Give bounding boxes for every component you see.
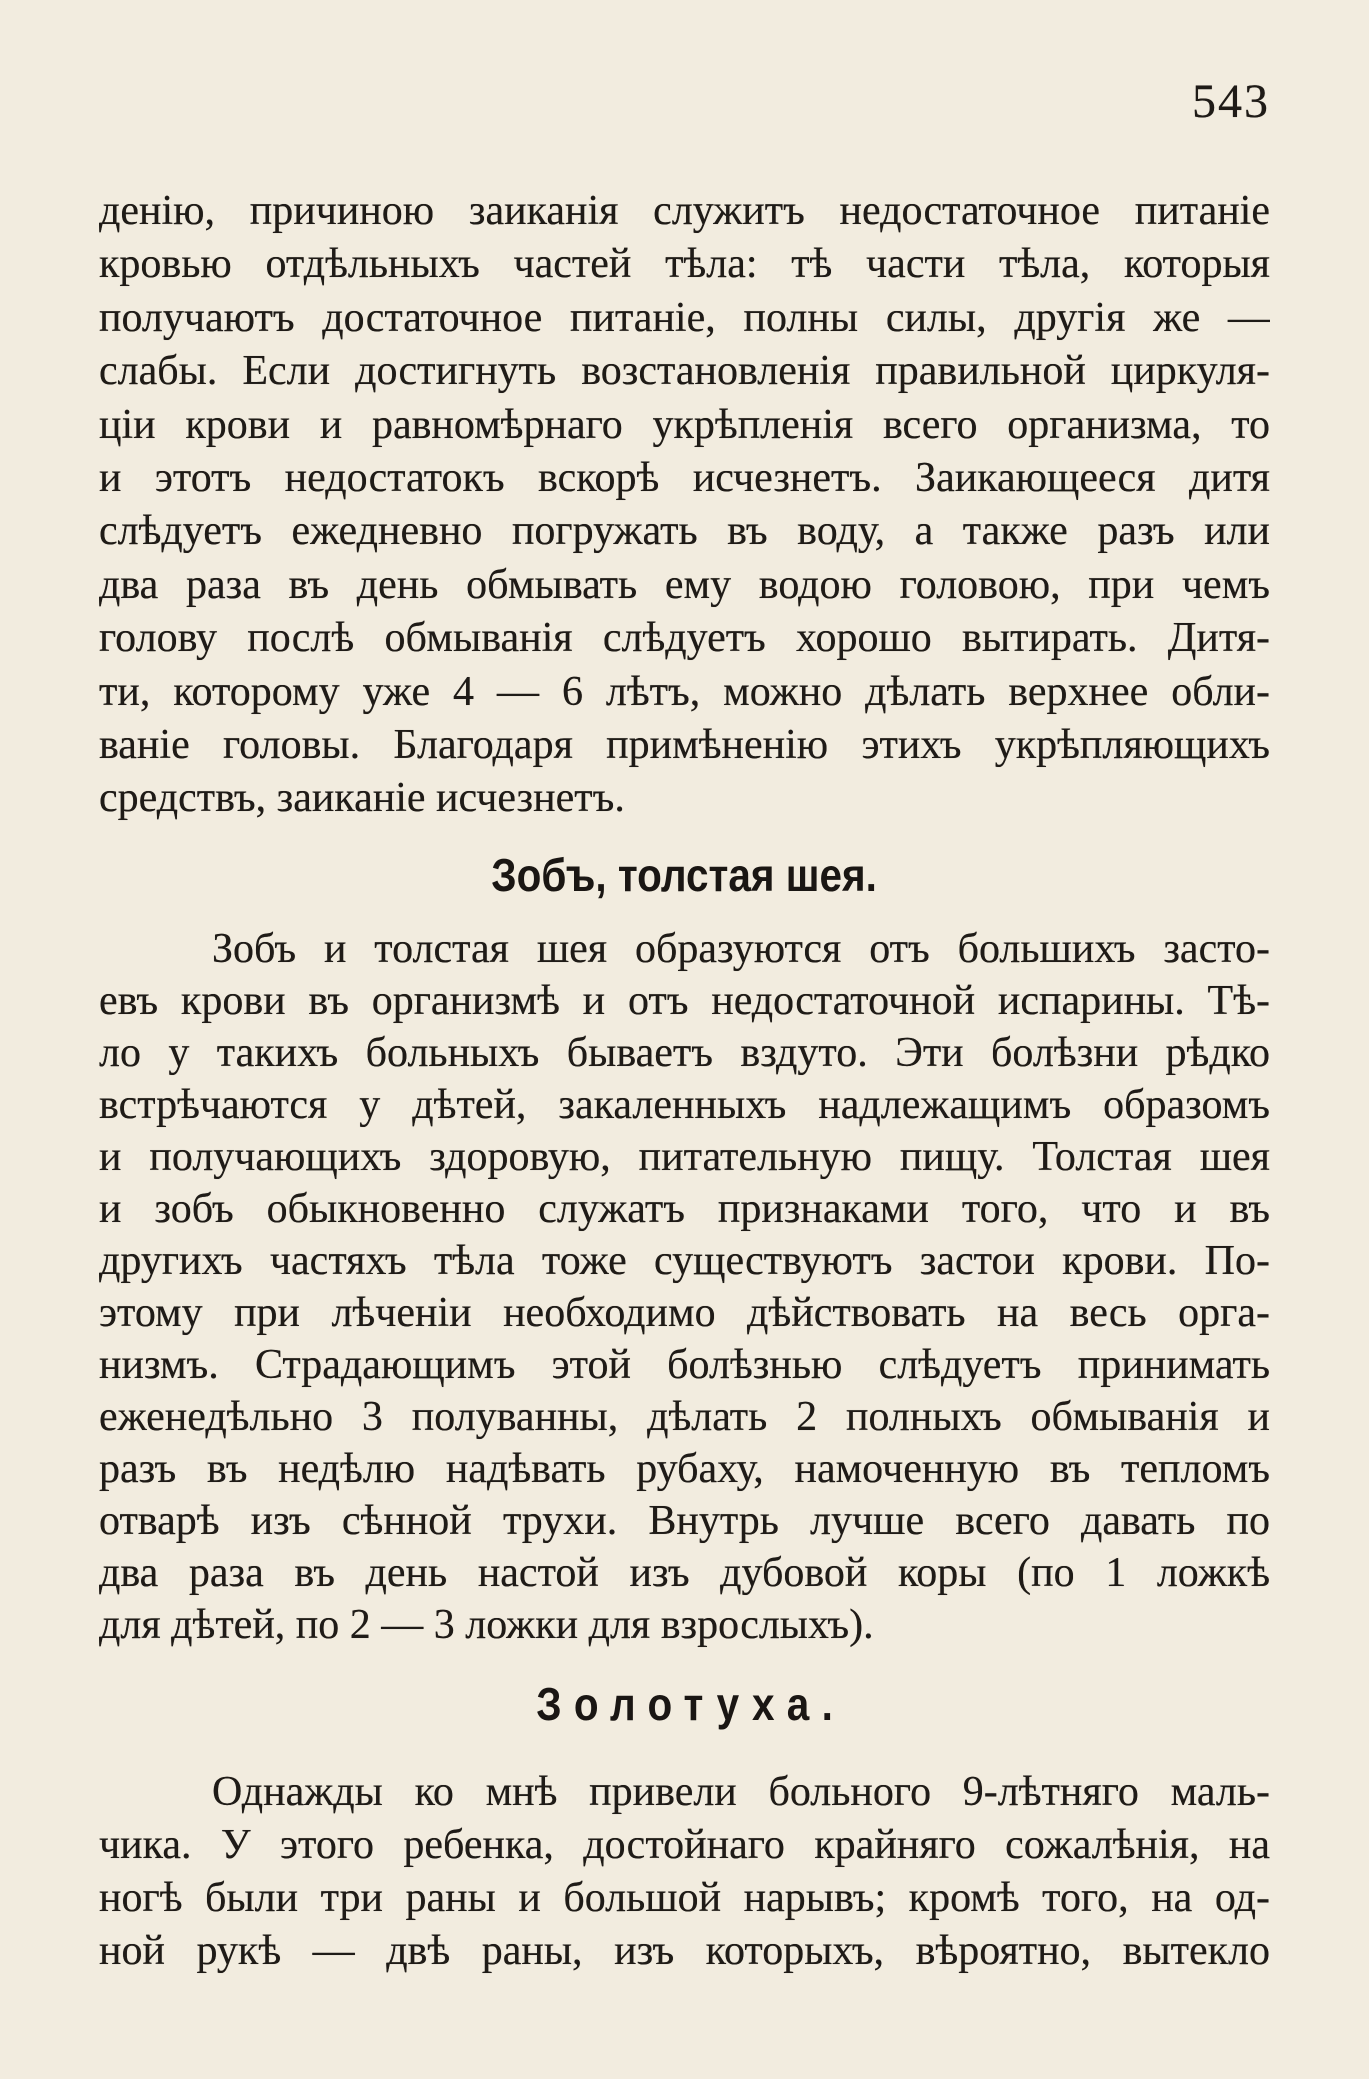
section-heading [99, 848, 1270, 902]
text-line: ціи крови и равномѣрнаго укрѣпленія всего организма, то [99, 401, 1270, 448]
text-line: слабы. Если достигнуть возстановленія правильной циркуля- [99, 348, 1270, 395]
text-line: и получающихъ здоровую, питательную пищу. Толстая шея [99, 1134, 1270, 1180]
text-line: разъ въ недѣлю надѣвать рубаху, намоченную въ тепломъ [99, 1446, 1270, 1492]
text-line: Однажды ко мнѣ привели больного 9-лѣтняго маль- [212, 1769, 1270, 1815]
text-line: ной рукѣ — двѣ раны, изъ которыхъ, вѣроятно, вытекло [99, 1928, 1270, 1974]
text-line: ваніе головы. Благодаря примѣненію этихъ укрѣпляющихъ [99, 721, 1270, 768]
text-line: два раза въ день настой изъ дубовой коры (по 1 ложкѣ [99, 1550, 1270, 1596]
text-line: ногѣ были три раны и большой нарывъ; кромѣ того, на од- [99, 1875, 1270, 1921]
paragraph [99, 185, 1270, 826]
text-line: отварѣ изъ сѣнной трухи. Внутрь лучше всего давать по [99, 1498, 1270, 1544]
text-line: еженедѣльно 3 полуванны, дѣлать 2 полныхъ обмыванія и [99, 1394, 1270, 1440]
section-heading-text: Зобъ, толстая шея. [491, 849, 878, 901]
paragraph [99, 1766, 1270, 1978]
paragraph [99, 923, 1270, 1651]
text-line: средствъ, заиканіе исчезнетъ. [99, 775, 625, 822]
text-line: низмъ. Страдающимъ этой болѣзнью слѣдуетъ принимать [99, 1342, 1270, 1388]
page-number: 543 [1192, 75, 1270, 128]
text-line: ло у такихъ больныхъ бываетъ вздуто. Эти болѣзни рѣдко [99, 1030, 1270, 1076]
text-line: голову послѣ обмыванія слѣдуетъ хорошо вытирать. Дитя- [99, 615, 1270, 662]
text-line: для дѣтей, по 2 — 3 ложки для взрослыхъ). [99, 1602, 874, 1648]
text-line: и этотъ недостатокъ вскорѣ исчезнетъ. Заикающееся дитя [99, 454, 1270, 501]
text-line: и зобъ обыкновенно служатъ признаками того, что и въ [99, 1186, 1270, 1232]
text-line: денію, причиною заиканія служитъ недостаточное питаніе [99, 188, 1270, 234]
text-line: чика. У этого ребенка, достойнаго крайняго сожалѣнія, на [99, 1822, 1270, 1868]
section-heading [99, 1677, 1270, 1731]
text-line: Зобъ и толстая шея образуются отъ большихъ засто- [212, 926, 1270, 972]
text-line: встрѣчаются у дѣтей, закаленныхъ надлежащимъ образомъ [99, 1082, 1270, 1128]
text-line: слѣдуетъ ежедневно погружать въ воду, а также разъ или [99, 508, 1270, 555]
text-line: другихъ частяхъ тѣла тоже существуютъ застои крови. По- [99, 1238, 1270, 1284]
text-line: этому при лѣченіи необходимо дѣйствовать на весь орга- [99, 1290, 1270, 1336]
text-line: евъ крови въ организмѣ и отъ недостаточной испарины. Тѣ- [99, 978, 1270, 1024]
text-line: ти, которому уже 4 — 6 лѣтъ, можно дѣлать верхнее обли- [99, 668, 1270, 715]
text-line: кровью отдѣльныхъ частей тѣла: тѣ части тѣла, которыя [99, 241, 1270, 288]
text-line: получаютъ достаточное питаніе, полны силы, другія же — [99, 294, 1270, 341]
text-line: два раза въ день обмывать ему водою головою, при чемъ [99, 561, 1270, 608]
section-heading-text: Золотуха. [536, 1678, 846, 1730]
